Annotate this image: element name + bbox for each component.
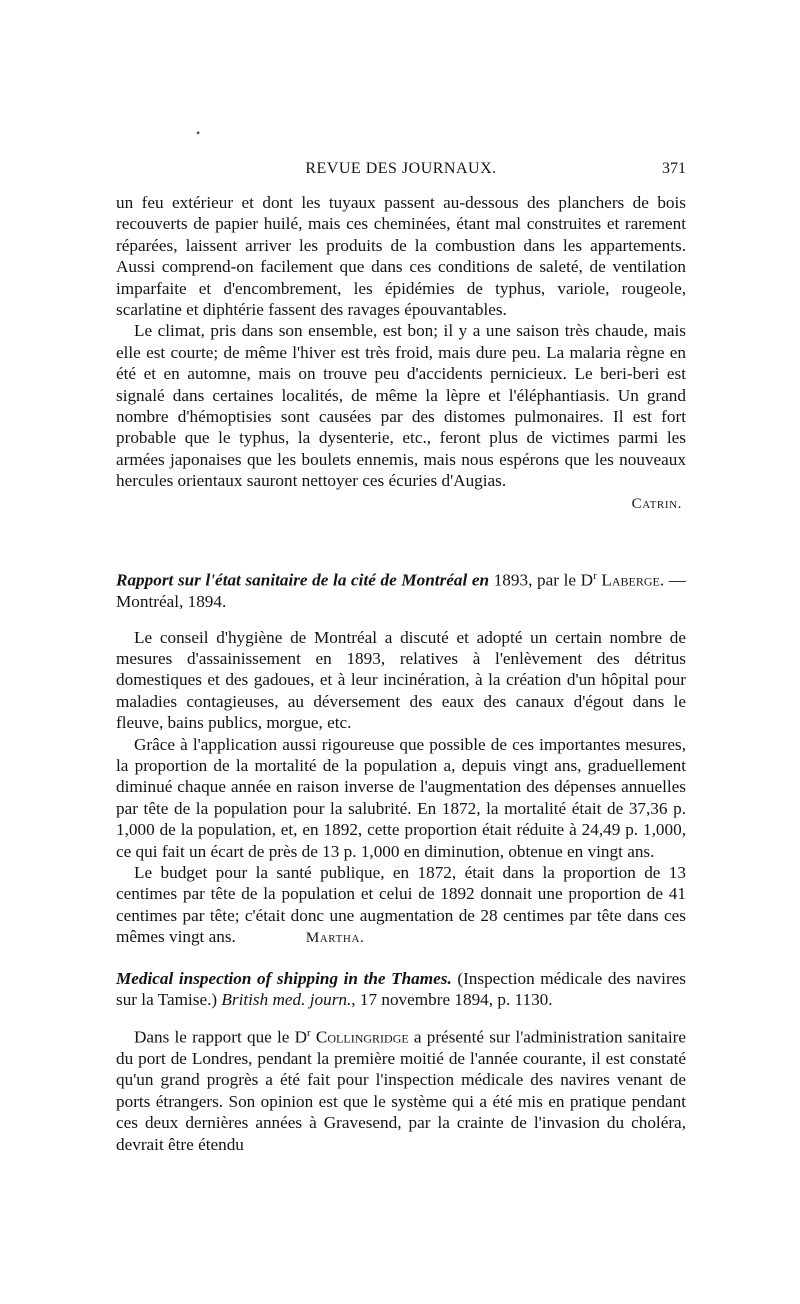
title-author: Laberge.: [596, 570, 665, 590]
article-title-thames: [116, 968, 686, 1011]
running-header: [116, 160, 686, 182]
title-italic-montreal: Rapport sur l'état sanitaire de la cité de Montréal en: [116, 570, 490, 590]
title-plain: (Inspection médicale des navires sur la Tamise.): [116, 969, 686, 1010]
title-year: 1893, par le D: [489, 570, 594, 590]
title-rest-thames: , 17 novembre 1894, p. 1130.: [351, 990, 553, 1010]
para-sup: r: [307, 1026, 311, 1039]
paragraph-budget-text: Le budget pour la santé publique, en 1872, était dans la proportion de 13 centimes par tête de la population et celui de 1892 donnait une proportion de 41 centimes par tête; c'était donc une augmentation de 28 centimes par tête dans ces mêmes vingt ans.: [116, 863, 686, 947]
signature-catrin: [116, 492, 686, 515]
paragraph-mortalite: Grâce à l'application aussi rigoureuse que possible de ces importantes mesures, la proportion de la mortalité de la population a, depuis vingt ans, graduellement diminué chaque année en raison inverse de l'augmentation des dépenses annuelles par tête de la population pour la salubrité. En 1872, la mortalité était de 37,36 p. 1,000 de la population, et, en 1892, cette proportion était réduite à 24,49 p. 1,000, ce qui fait un écart de près de 13 p. 1,000 en diminution, obtenue en vingt ans.: [116, 734, 686, 861]
paragraph-mesures: Le conseil d'hygiène de Montréal a discuté et adopté un certain nombre de mesures d'assainissement en 1893, relatives à l'enlèvement des détritus domestiques et des gadoues, et à leur incinération, à la création d'un hôpital pour maladies contagieuses, au déversement des eaux des canaux d'égout dans le fleuve, bains publics, morgue, etc.: [116, 627, 686, 733]
para-name: Collingridge: [310, 1027, 409, 1047]
title-italic-thames: Medical inspection of shipping in the Thames.: [116, 969, 452, 988]
para-a: Dans le rapport que le D: [134, 1027, 308, 1047]
title-journal: British med. journ.: [221, 990, 352, 1010]
article-title-montreal: [116, 566, 686, 613]
signature-catrin-text: Catrin.: [631, 495, 682, 512]
running-title: REVUE DES JOURNAUX.: [305, 160, 497, 177]
article-catrin: [116, 192, 686, 515]
title-rest: — Montréal, 1894.: [116, 570, 686, 612]
para-b: a présenté sur l'administration sanitaire du port de Londres, pendant la première moitié de l'année courante, il est constaté qu'un grand progrès a été fait pour l'inspection médicale des navires venant de ports étrangers. Son opinion est que le système qui a été mis en pratique pendant ces deux dernières années à Gravesend, par la crainte de l'invasion du choléra, devrait être étendu: [116, 1027, 687, 1154]
signature-martha: Martha.: [305, 930, 365, 947]
paragraph-climate: Le climat, pris dans son ensemble, est bon; il y a une saison très chaude, mais elle est courte; de même l'hiver est très froid, mais dure peu. La malaria règne en été et en automne, mais on trouve peu d'accidents pernicieux. Le beri-beri est signalé dans certaines localités, de même la lèpre et l'éléphantiasis. Un grand nombre d'hémoptisies sont causées par des distomes pulmonaires. Il est fort probable que le typhus, la dysenterie, etc., feront plus de victimes parmi les armées japonaises que les boulets ennemis, mais nous espérons que les nouveaux hercules orientaux sauront nettoyer ces écuries d'Augias.: [116, 321, 686, 491]
article-thames: [116, 968, 686, 1155]
article-montreal: [116, 566, 686, 950]
page-number: 371: [662, 160, 686, 177]
paragraph-budget: [116, 862, 686, 950]
paragraph-collingridge: [116, 1023, 686, 1155]
paragraph-continuation: un feu extérieur et dont les tuyaux passent au-dessous des planchers de bois recouverts de papier huilé, mais ces cheminées, étant mal construites et rarement réparées, laissent arriver les produits de la combustion dans les appartements. Aussi comprend-on facilement que dans ces conditions de saleté, de ventilation imparfaite et d'encombrement, les épidémies de typhus, variole, rougeole, scarlatine et diphtérie fassent des ravages épouvantables.: [116, 193, 686, 320]
title-sup: r: [593, 570, 597, 582]
print-speck: •: [196, 126, 201, 140]
